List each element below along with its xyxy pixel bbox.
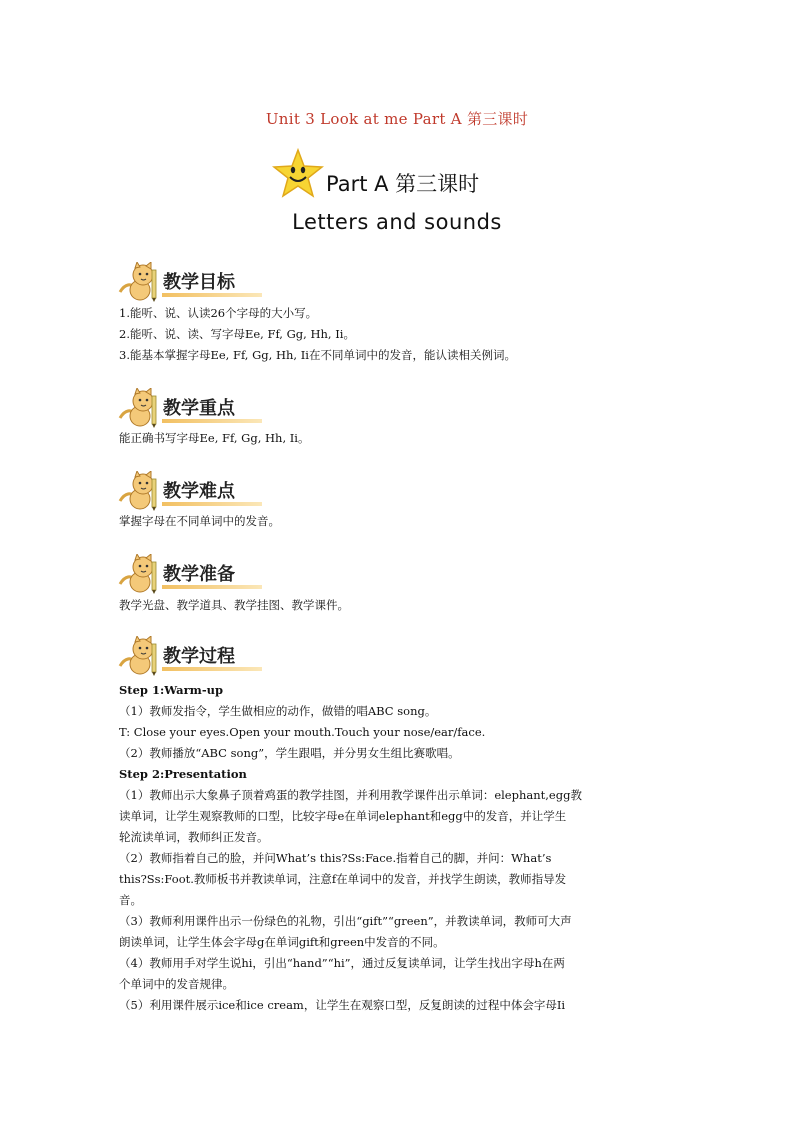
cat-mascot-icon <box>118 636 162 676</box>
section-title-process: 教学过程 <box>163 646 235 667</box>
section-title-key-points: 教学重点 <box>163 398 235 419</box>
difficulties-text: 掌握字母在不同单词中的发音。 <box>119 514 280 528</box>
step-line: （2）教师播放“ABC song”，学生跟唱，并分男女生组比赛歌唱。 <box>119 746 460 760</box>
part-title-block <box>270 146 570 206</box>
key-points-text: 能正确书写字母Ee, Ff, Gg, Hh, Ii。 <box>119 431 310 445</box>
section-title-difficulties: 教学难点 <box>163 481 235 502</box>
process-body <box>119 680 679 1016</box>
step-line: （1）教师出示大象鼻子顶着鸡蛋的教学挂图，并利用教学课件出示单词：elephant,egg教 <box>119 788 582 802</box>
step-line: （5）利用课件展示ice和ice cream，让学生在观察口型，反复朗读的过程中体会字母Ii <box>119 998 566 1012</box>
part-heading: Part A 第三课时 <box>326 172 480 196</box>
section-title-preparation: 教学准备 <box>163 564 235 585</box>
smiling-star-icon <box>272 148 324 200</box>
lesson-subtitle: Letters and sounds <box>292 210 502 234</box>
step-line: （1）教师发指令，学生做相应的动作，做错的唱ABC song。 <box>119 704 437 718</box>
section-title-goals: 教学目标 <box>163 272 235 293</box>
step-line: 个单词中的发音规律。 <box>119 977 234 991</box>
section-header-goals <box>118 262 318 302</box>
section-header-process <box>118 636 318 676</box>
goal-item: 2.能听、说、读、写字母Ee, Ff, Gg, Hh, Ii。 <box>119 327 355 341</box>
cat-mascot-icon <box>118 471 162 511</box>
cat-mascot-icon <box>118 388 162 428</box>
step-line: （2）教师指着自己的脸，并问What’s this?Ss:Face.指着自己的脚，并问：What’s <box>119 851 552 865</box>
cat-mascot-icon <box>118 554 162 594</box>
step-title: Step 1:Warm-up <box>119 683 223 697</box>
step-line: T: Close your eyes.Open your mouth.Touch your nose/ear/face. <box>119 725 486 739</box>
step-title: Step 2:Presentation <box>119 767 247 781</box>
step-line: 读单词，让学生观察教师的口型，比较字母e在单词elephant和egg中的发音，并让学生 <box>119 809 567 823</box>
preparation-text: 教学光盘、教学道具、教学挂图、教学课件。 <box>119 598 349 612</box>
goal-item: 1.能听、说、认读26个字母的大小写。 <box>119 306 318 320</box>
step-line: （4）教师用手对学生说hi，引出“hand”“hi”，通过反复读单词，让学生找出字母h在两 <box>119 956 565 970</box>
cat-mascot-icon <box>118 262 162 302</box>
step-line: 音。 <box>119 893 142 907</box>
step-line: 轮流读单词，教师纠正发音。 <box>119 830 269 844</box>
section-header-difficulties <box>118 471 318 511</box>
section-header-key-points <box>118 388 318 428</box>
step-line: this?Ss:Foot.教师板书并教读单词，注意f在单词中的发音，并找学生朗读，教师指导发 <box>119 872 567 886</box>
step-line: （3）教师利用课件出示一份绿色的礼物，引出“gift”“green”，并教读单词，教师可大声 <box>119 914 572 928</box>
step-line: 朗读单词，让学生体会字母g在单词gift和green中发音的不同。 <box>119 935 445 949</box>
goal-item: 3.能基本掌握字母Ee, Ff, Gg, Hh, Ii在不同单词中的发音，能认读相关例词。 <box>119 348 516 362</box>
section-header-preparation <box>118 554 318 594</box>
goals-list <box>119 303 679 366</box>
document-title: Unit 3 Look at me Part A 第三课时 <box>265 110 529 128</box>
